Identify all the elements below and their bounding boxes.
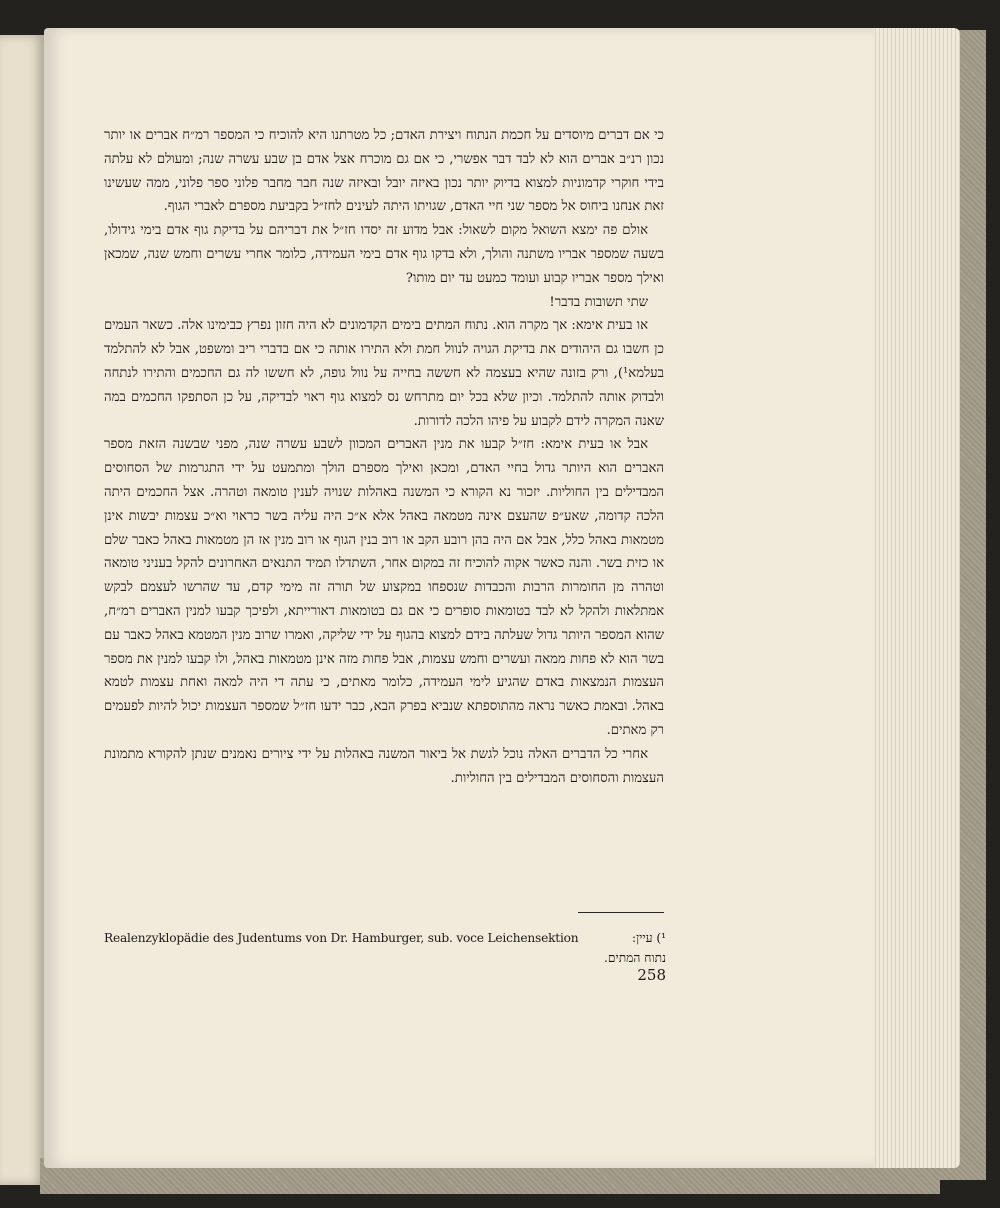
body-text bbox=[104, 124, 664, 790]
paragraph-6: אחרי כל הדברים האלה נוכל לגשת אל ביאור המשנה באהלות על ידי ציורים נאמנים שנתן להקורא מתמונת העצמות והסחוסים המבדילים בין החוליות. bbox=[104, 746, 664, 786]
page-number: 258 bbox=[637, 966, 666, 984]
footnote-marker: ¹) עיין: bbox=[631, 931, 666, 945]
paragraph-1: כי אם דברים מיוסדים על חכמת הנתוח ויצירת האדם; כל מטרתנו היא להוכיח כי המספר רמ״ח אברים או יותר נכון רנ״ב אברים הוא לא לבד דבר אפשרי, כי אם גם מוכרח אצל אדם בן שבע עשרה שנה; ומעולם לא עלתה בידי חוקרי קדמוניות למצוא בדיוק יותר נכון באיזה יובל ובאיזה שנה חבר מחבר פלוני ספר פלוני, ממה שעשינו זאת אנחנו ביחוס אל מספר שני חיי האדם, שגויתו היתה לעינים לחז״ל בקביעת מספרם לאברי הגוף. bbox=[104, 128, 664, 215]
paragraph-2: אולם פה ימצא השואל מקום לשאול: אבל מדוע זה יסדו חז״ל את דבריהם על בדיקת גוף אדם בימי גידולו, בשעה שמספר אבריו משתנה והולך, ולא בדקו גוף אדם בימי העמידה, כלומר אחרי עשרים וחמש שנה, שמכאן ואילך מספר אבריו קבוע ועומד כמעט עד יום מותו? bbox=[104, 223, 664, 286]
paragraph-5: אבל או בעית אימא: חז״ל קבעו את מנין האברים המכוון לשבע עשרה שנה, מפני שבשנה הזאת מספר האברים הוא היותר גדול בחיי האדם, ומכאן ואילך מספרם הולך ומתמעט על ידי התגרמות של הסחוסים המבדילים בין החוליות. יזכור נא הקורא כי המשנה באהלות שנויה לענין טומאה וטהרה. אצל החכמים היתה הלכה קדומה, שאע״פ שהעצם אינה מטמאה באהל אלא א״כ היה עליה בשר כראוי וא״כ עצמות יבשות אינן מטמאות באהל כלל, אבל אם היה בהן רובע הקב או רוב בנין הגוף או רוב מנין אז הן מטמאות באהל כאבר שלם או כזית בשר. והנה כאשר אקוה להוכיח זה במקום אחר, השתדלו תמיד התנאים האחרונים להקל בעניני טומאה וטהרה מן החומרות הרבות והכבדות שנספחו במקצוע של תורה זה מימי קדם, עד שהרשו לעצמם לבקש אמתלאות ולהקל לא לבד בטומאות סופרים כי אם גם בטומאות דאורייתא, ולפיכך קבעו למנין האברים רמ״ח, שהוא המספר היותר גדול שעלתה בידם למצוא בהגוף על ידי שליקה, ואמרו שרוב מנין המטמא באהל כאבר עם בשר הוא לא פחות ממאה ועשרים וחמש עצמות, אבל פחות מזה אינן מטמאות באהל, ולו קבעו למנין את מספר העצמות הנמצאות באדם שהגיע לימי העמידה, כלומר מאתים, כי עתה די היה למאה ואחת עצמות לטמא באהל. ובאמת כאשר נראה מהתוספתא שנביא בפרק הבא, כבר ידעו חז״ל שמספר העצמות יכול להיות לפעמים רק מאתים. bbox=[104, 437, 664, 738]
paragraph-3: שתי תשובות בדבר! bbox=[549, 294, 648, 310]
page-stack bbox=[860, 28, 960, 1168]
footnote-continuation: נתוח המתים. bbox=[604, 951, 666, 965]
paragraph-4: או בעית אימא: אך מקרה הוא. נתוח המתים בימים הקדמונים לא היה חזון נפרץ כבימינו אלה. כשאר העמים כן חשבו גם היהודים את בדיקת הגויה לנוול חמת ולא התירו אותה כי אם בדברי ריב ומשפט, אבל לא להתלמד בעלמא¹), ורק בזונה שהיא בעצמה לא חששה בחייה על נוול גופה, לא חששו לה גם החכמים והתירו לנתחה ולבדוק אותה להתלמד. וכיון שלא בכל יום מתרחש נס למצוא גוף ראוי לבדיקה, על כן הסתפקו החכמים במה שאנה המקרה לידם לקבוע על פיהו הלכה לדורות. bbox=[104, 318, 664, 429]
footnote bbox=[104, 928, 666, 968]
footnote-rule bbox=[578, 912, 664, 913]
footnote-latin: Realenzyklopädie des Judentums von Dr. Hamburger, sub. voce Leichensektion bbox=[104, 931, 579, 945]
previous-page-edge bbox=[0, 35, 44, 1185]
